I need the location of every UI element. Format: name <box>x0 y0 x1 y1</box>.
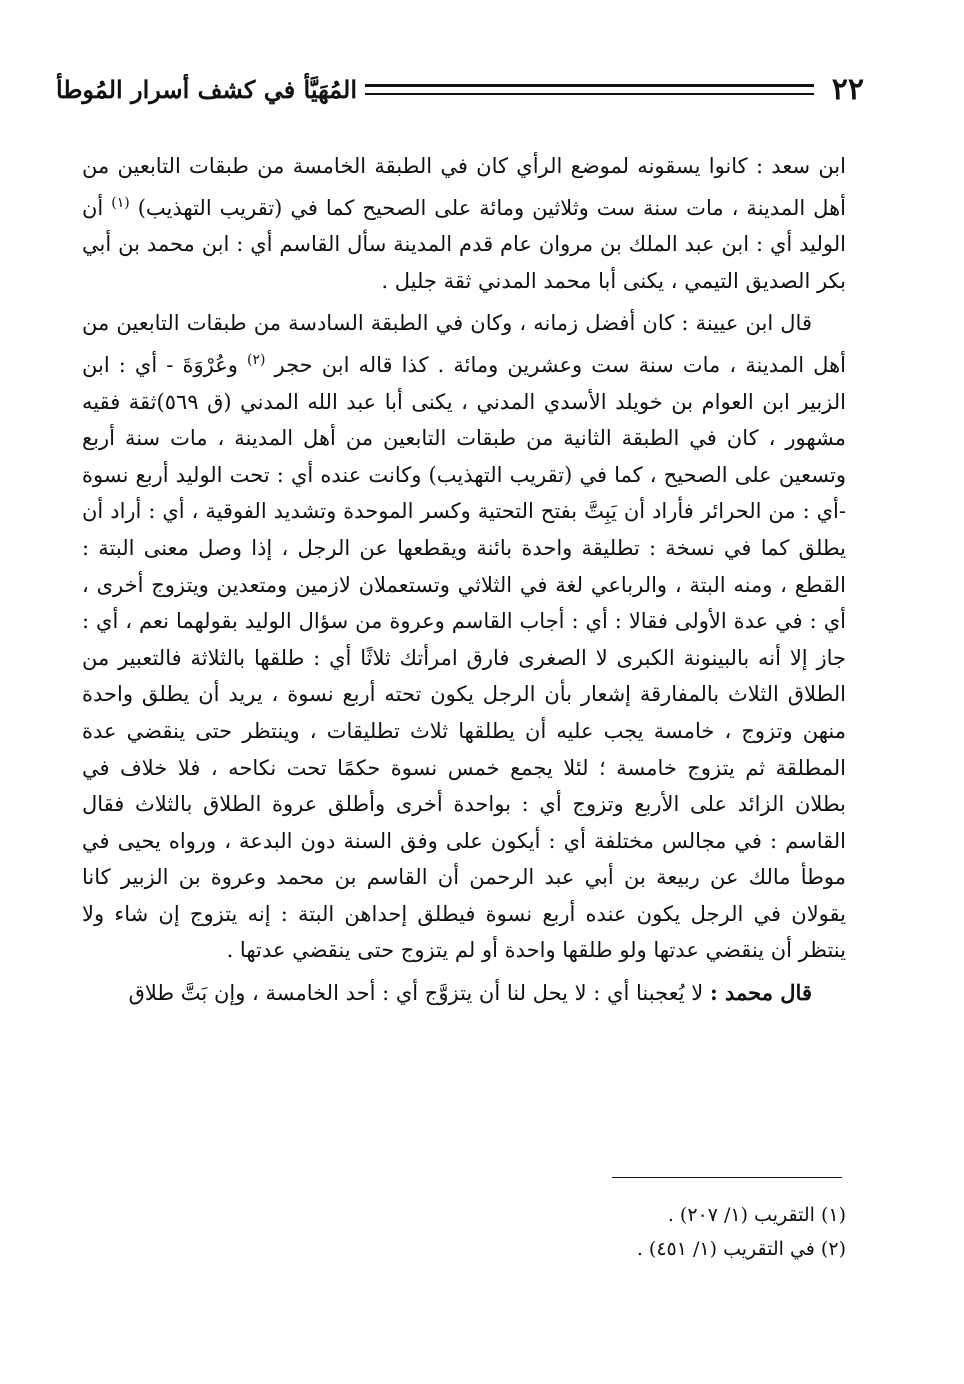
page-header <box>56 72 864 106</box>
paragraph-2-text-a: قال ابن عيينة : كان أفضل زمانه ، وكان في الطبقة السادسة من طبقات التابعين من أهل المدينة ، مات سنة ست وعشرين ومائة . كذا قاله ابن حجر <box>82 311 846 377</box>
book-title: المُهَيَّأ في كشف أسرار المُوطأ <box>56 74 357 104</box>
paragraph-1-text: ابن سعد : كانوا يسقونه لموضع الرأي كان في الطبقة الخامسة من طبقات التابعين من أهل المدينة ، مات سنة ست وثلاثين ومائة على الصحيح كما في (تقريب التهذيب) <box>82 154 846 220</box>
footnote-1: (١) التقريب (١/ ٢٠٧) . <box>667 1204 846 1226</box>
footnotes <box>300 1198 846 1266</box>
paragraph-3-lead: قال محمد : <box>709 980 812 1006</box>
footnote-separator <box>612 1177 842 1178</box>
body-text <box>82 148 846 1012</box>
paragraph-3-text: لا يُعجبنا أي : لا يحل لنا أن يتزوَّج أي : أحد الخامسة ، وإن بَتَّ طلاق <box>128 981 704 1006</box>
paragraph-3 <box>82 975 846 1012</box>
header-rule <box>365 84 814 95</box>
paragraph-2 <box>82 305 846 969</box>
footnote-2: (٢) في التقريب (١/ ٤٥١) . <box>636 1238 846 1260</box>
footnote-ref-2: (٢) <box>246 351 266 368</box>
paragraph-2-text-b: وعُرْوَةَ - أي : ابن الزبير ابن العوام بن خويلد الأسدي المدني ، يكنى أبا عبد الله المدني (ق ٥٦٩)ثقة فقيه مشهور ، كان في الطبقة الثانية من طبقات التابعين من أهل المدينة ، مات سنة أربع وتسعين على الصحيح ، كما في (تقريب التهذيب) وكانت عنده أي : تحت الوليد أربع نسوة -أي : من الحرائر فأراد أن يَبِتَّ بفتح التحتية وكسر الموحدة وتشديد الفوقية ، أي : أراد أن يطلق كما في نسخة : تطليقة واحدة بائنة ويقطعها عن الرجل ، إذا وصل معنى البتة : القطع ، ومنه البتة ، والرباعي لغة في الثلاثي وتستعملان لازمين ومتعدين ويتزوج أخرى ، أي : في عدة الأولى فقالا : أي : أجاب القاسم وعروة من سؤال الوليد بقولهما نعم ، أي : جاز إلا أنه بالبينونة الكبرى لا الصغرى فارق امرأتك ثلاثًا أي : طلقها بالثلاثة فالتعبير من الطلاق الثلاث بالمفارقة إشعار بأن الرجل يكون تحته أربع نسوة ، يريد أن يطلق واحدة منهن وتزوج ، خامسة يجب عليه أن يطلقها ثلاث تطليقات ، وينتظر حتى ينقضي عدة المطلقة ثم يتزوج خامسة ؛ لئلا يجمع خمس نسوة حكمًا تحت نكاحه ، فلا خلاف في بطلان الزائد على الأربع وتزوج أي : بواحدة أخرى وأطلق عروة الطلاق بالثلاث فقال القاسم : في مجالس مختلفة أي : أيكون على وفق السنة دون البدعة ، ورواه يحيى في موطأ مالك عن ربيعة بن أبي عبد الرحمن أن القاسم بن محمد وعروة بن الزبير كانا يقولان في الرجل يكون عنده أربع نسوة فيطلق إحداهن البتة : إنه يتزوج إن شاء ولا ينتظر أن ينقضي عدتها ولو طلقها واحدة أو لم يتزوج حتى ينقضي عدتها . <box>82 352 846 963</box>
page-number: ٢٢ <box>831 71 864 107</box>
footnote-ref-1: (١) <box>111 194 130 211</box>
paragraph-1-continuation: أن الوليد أي : ابن عبد الملك بن مروان عام قدم المدينة سأل القاسم أي : ابن محمد بن أبي بكر الصديق التيمي ، يكنى أبا محمد المدني ثقة جليل . <box>82 195 846 293</box>
paragraph-1 <box>82 148 846 299</box>
